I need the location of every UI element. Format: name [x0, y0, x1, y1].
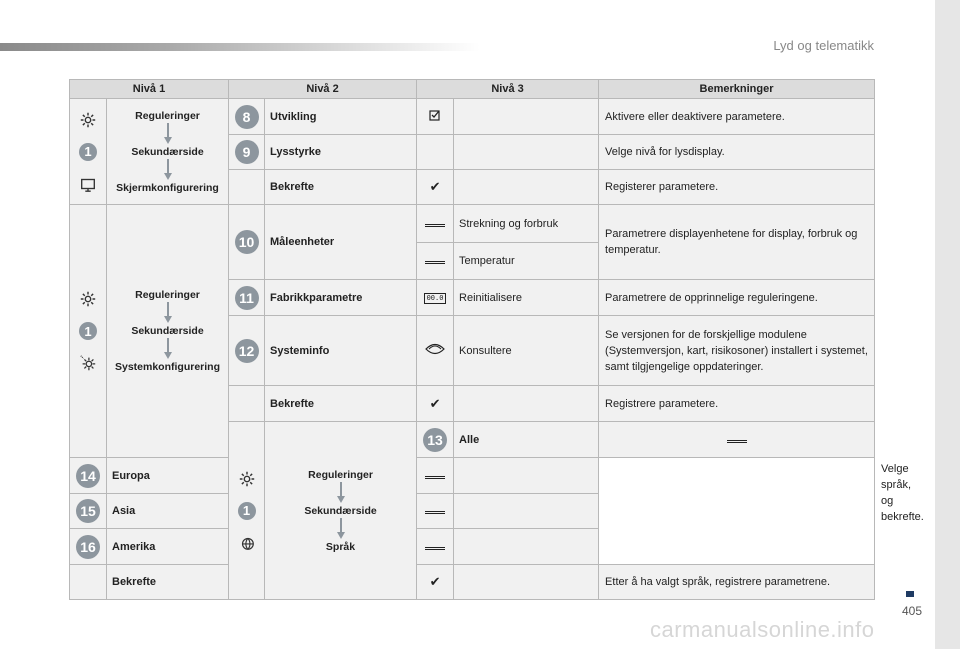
- step-badge: 10: [235, 230, 259, 254]
- settings-icon: [79, 290, 97, 308]
- menu-step: Sekundærside: [131, 145, 204, 158]
- watermark: carmanualsonline.info: [650, 617, 875, 642]
- table-row: [70, 458, 875, 494]
- menu-path: [107, 205, 229, 458]
- option-label: [454, 170, 599, 205]
- setting-name: Måleenheter: [265, 205, 417, 280]
- step-badge: 16: [76, 535, 100, 559]
- menu-step: Språk: [325, 540, 356, 553]
- step-badge: 11: [235, 286, 259, 310]
- step-badge: 1: [79, 143, 97, 161]
- page-marker: [906, 591, 914, 597]
- option-label: [454, 135, 599, 170]
- display-icon: [79, 175, 97, 193]
- setting-name: Bekrefte: [107, 565, 229, 600]
- setting-name: Asia: [107, 494, 229, 529]
- table-row: [70, 99, 875, 135]
- arrow-down-icon: [163, 123, 173, 145]
- level1-icons: [229, 422, 265, 600]
- remark: Parametrere de opprinnelige reguleringene.: [599, 280, 875, 316]
- option-label: Reinitialisere: [454, 280, 599, 316]
- checkbox-icon: [429, 109, 441, 121]
- step-badge: 13: [423, 428, 447, 452]
- menu-step: Reguleringer: [308, 468, 373, 481]
- setting-name: Utvikling: [265, 99, 417, 135]
- arrow-down-icon: [163, 338, 173, 360]
- menu-step: Systemkonfigurering: [114, 361, 221, 373]
- menu-path: [265, 422, 417, 600]
- setting-name: Europa: [107, 458, 229, 494]
- remark: Velge nivå for lysdisplay.: [599, 135, 875, 170]
- setting-name: Bekrefte: [265, 386, 417, 422]
- menu-step: Reguleringer: [135, 109, 200, 122]
- table-row: [70, 565, 875, 600]
- check-icon: ✔: [429, 574, 441, 589]
- dash-icon: [425, 547, 445, 550]
- column-header: Nivå 3: [417, 80, 599, 99]
- column-header: Nivå 1: [70, 80, 229, 99]
- setting-name: Amerika: [107, 529, 229, 565]
- page-number: 405: [902, 604, 923, 618]
- step-badge: 14: [76, 464, 100, 488]
- step-badge: 12: [235, 339, 259, 363]
- option-label: Strekning og forbruk: [454, 205, 599, 243]
- table-row: [70, 529, 875, 565]
- settings-icon: [79, 111, 97, 129]
- setting-name: Bekrefte: [265, 170, 417, 205]
- option-label: Konsultere: [454, 316, 599, 386]
- remark: Registerer parametere.: [599, 170, 875, 205]
- setting-name: Lysstyrke: [265, 135, 417, 170]
- dash-icon: [425, 511, 445, 514]
- menu-step: Skjermkonfigurering: [116, 181, 219, 194]
- remark: Etter å ha valgt språk, registrere parametrene.: [599, 565, 875, 600]
- section-title: Lyd og telematikk: [773, 38, 874, 53]
- step-badge: 1: [238, 502, 256, 520]
- remark: Aktivere eller deaktivere parametere.: [599, 99, 875, 135]
- language-icon: [238, 534, 256, 552]
- check-icon: ✔: [429, 395, 441, 411]
- table-row: 1 Reguleringer Sekundærside Språk 13 Alle Velge språk, og bekrefte.: [70, 422, 875, 458]
- page-edge-strip: [935, 0, 960, 649]
- check-icon: ✔: [429, 179, 441, 194]
- setting-name: Systeminfo: [265, 316, 417, 386]
- reset-icon: 00.0: [424, 293, 447, 304]
- column-header: Bemerkninger: [599, 80, 875, 99]
- level1-icons: [70, 205, 107, 458]
- arrow-down-icon: [336, 482, 346, 504]
- menu-path: [107, 99, 229, 205]
- remark: Parametrere displayenhetene for display, forbruk og temperatur.: [599, 205, 875, 280]
- table-row: [70, 494, 875, 529]
- table-row: [70, 205, 875, 243]
- dash-icon: [727, 440, 747, 443]
- header-gradient-bar: [0, 43, 480, 51]
- column-header: Nivå 2: [229, 80, 417, 99]
- system-settings-icon: [79, 354, 97, 372]
- dash-icon: [425, 261, 445, 264]
- table-header-row: [70, 80, 875, 99]
- dash-icon: [425, 224, 445, 227]
- step-badge: 15: [76, 499, 100, 523]
- menu-step: Sekundærside: [304, 504, 377, 517]
- arrow-down-icon: [163, 159, 173, 181]
- remark: Registrere parametere.: [599, 386, 875, 422]
- setting-name: Fabrikkparametre: [265, 280, 417, 316]
- setting-name: Alle: [454, 422, 599, 458]
- option-label: [454, 386, 599, 422]
- arrow-down-icon: [336, 518, 346, 540]
- menu-step: Reguleringer: [135, 289, 200, 301]
- menu-step: Sekundærside: [131, 325, 204, 337]
- step-badge: 9: [235, 140, 259, 164]
- settings-icon: [238, 470, 256, 488]
- step-badge: 1: [79, 322, 97, 340]
- step-badge: 8: [235, 105, 259, 129]
- level1-icons: [70, 99, 107, 205]
- dash-icon: [425, 476, 445, 479]
- arrow-down-icon: [163, 302, 173, 324]
- settings-table: [69, 79, 924, 600]
- option-label: Temperatur: [454, 243, 599, 280]
- remark: Se versjonen for de forskjellige modulene (Systemversjon, kart, risikosoner) installert i systemet, samt tilgjengelige oppdateringer.: [599, 316, 875, 386]
- option-label: [454, 99, 599, 135]
- eye-icon: [425, 343, 445, 355]
